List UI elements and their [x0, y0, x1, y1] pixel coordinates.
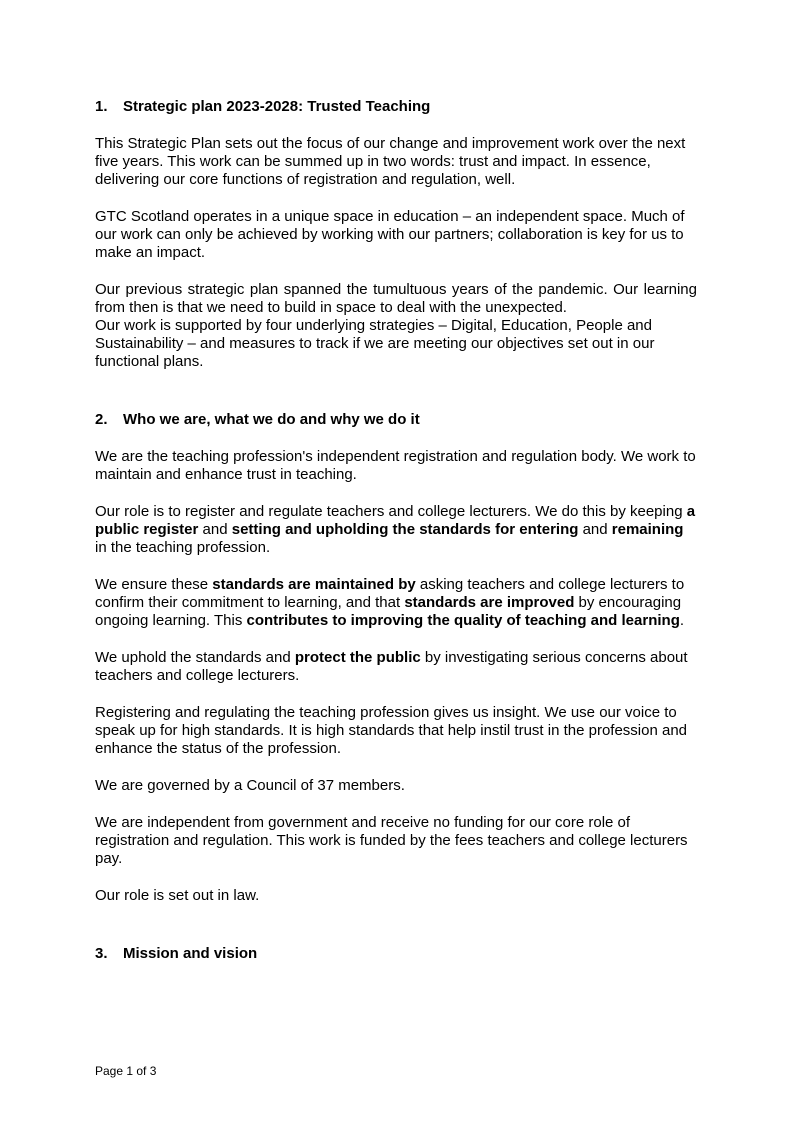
- text-run: asking teachers and college lecturers to confirm their commitment to learning, and that: [95, 576, 685, 611]
- bold-text-run: standards are maintained by: [212, 576, 416, 593]
- text-run: Our role is to register and regulate teachers and college lecturers. We do this by keeping: [95, 503, 687, 520]
- bold-text-run: remaining: [611, 521, 684, 538]
- text-run: We ensure these: [95, 576, 213, 593]
- section-number: 2.: [95, 411, 108, 428]
- paragraph: [95, 448, 697, 484]
- section-title: Who we are, what we do and why we do it: [123, 411, 420, 428]
- section-heading-strategic-plan: [95, 98, 697, 116]
- text-run: Our role is set out in law.: [95, 887, 260, 904]
- text-run: and: [578, 521, 612, 538]
- text-run: by investigating serious concerns about teachers and college lecturers.: [95, 649, 688, 684]
- section-number: 1.: [95, 98, 108, 115]
- bold-text-run: contributes to improving the quality of teaching and learning: [246, 612, 680, 629]
- paragraph: [95, 814, 697, 868]
- section-title: Strategic plan 2023-2028: Trusted Teaching: [123, 98, 431, 115]
- paragraph: [95, 777, 697, 795]
- document-body: [95, 98, 697, 982]
- bold-text-run: setting and upholding the standards for entering: [231, 521, 579, 538]
- text-run: GTC Scotland operates in a unique space in education – an independent space. Much of our work can only be achieved by working with our partners; collaboration is key for us to make an impact.: [95, 208, 685, 261]
- text-run: and: [198, 521, 232, 538]
- paragraph: [95, 208, 697, 262]
- paragraph: [95, 649, 697, 685]
- text-run: We are independent from government and receive no funding for our core role of registration and regulation. This work is funded by the fees teachers and college lecturers pay.: [95, 814, 688, 867]
- section-heading-who-we-are: [95, 411, 697, 429]
- paragraph: [95, 503, 697, 557]
- section-number: 3.: [95, 945, 108, 962]
- section-heading-mission-and-vision: [95, 945, 697, 963]
- text-run: by encouraging ongoing learning. This: [95, 594, 682, 629]
- text-run: This Strategic Plan sets out the focus of our change and improvement work over the next five years. This work can be summed up in two words: trust and impact. In essence, delivering our core functions of registration and regulation, well.: [95, 135, 686, 188]
- text-run: in the teaching profession.: [95, 539, 271, 556]
- paragraph: [95, 887, 697, 905]
- paragraph: [95, 704, 697, 758]
- text-run: Our previous strategic plan spanned the tumultuous years of the pandemic. Our learning from then is that we need to build in space to deal with the unexpected.: [95, 281, 697, 316]
- paragraph: [95, 135, 697, 189]
- paragraph: [95, 281, 697, 317]
- paragraph: [95, 317, 697, 371]
- text-run: .: [679, 612, 685, 629]
- bold-text-run: protect the public: [294, 649, 421, 666]
- page-number-footer: Page 1 of 3: [95, 1064, 157, 1078]
- text-run: Our work is supported by four underlying strategies – Digital, Education, People and Sustainability – and measures to track if we are meeting our objectives set out in our functional plans.: [95, 317, 655, 370]
- section-title: Mission and vision: [123, 945, 258, 962]
- text-run: Registering and regulating the teaching profession gives us insight. We use our voice to speak up for high standards. It is high standards that help instil trust in the profession and enhance the status of the profession.: [95, 704, 688, 757]
- text-run: We are the teaching profession's independent registration and regulation body. We work to maintain and enhance trust in teaching.: [95, 448, 696, 483]
- text-run: We are governed by a Council of 37 members.: [95, 777, 405, 794]
- bold-text-run: standards are improved: [404, 594, 575, 611]
- bold-text-run: a public register: [95, 503, 696, 538]
- text-run: We uphold the standards and: [95, 649, 295, 666]
- paragraph: [95, 576, 697, 630]
